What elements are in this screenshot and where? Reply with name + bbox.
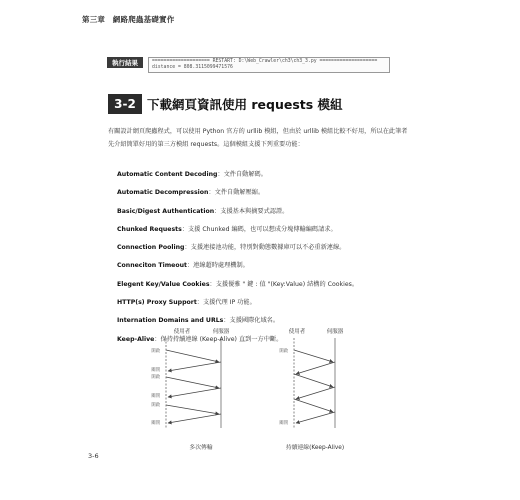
feature-desc: ：保持持續連線 (Keep-Alive) 直到一方中斷。 <box>154 335 283 343</box>
feature-name: Basic/Digest Authentication <box>117 207 215 215</box>
feature-desc: ：文件自動解壓縮。 <box>208 189 265 197</box>
feature-desc: ：連線超時處理機制。 <box>186 262 249 270</box>
left-server-label: 伺服器 <box>212 329 230 335</box>
feature-desc: ：支援國際化域名。 <box>223 317 280 325</box>
chapter-header: 第三章 網路爬蟲基礎實作 <box>82 15 175 24</box>
feature-desc: ：支援 Chunked 編碼，也可以想成分塊傳輸編碼請求。 <box>181 225 337 233</box>
feature-name: Automatic Content Decoding <box>117 171 218 178</box>
right-user-label: 使用者 <box>288 329 306 335</box>
left-msg: 關閉 <box>151 421 160 426</box>
left-arrows <box>166 350 221 423</box>
feature-desc: ：支援基本與摘要式認證。 <box>214 207 289 215</box>
result-label: 執行結果 <box>107 57 143 68</box>
left-msg: 開啟 <box>151 349 160 354</box>
left-msg: 關閉 <box>151 368 160 373</box>
section-title: 下載網頁資訊使用 requests 模組 <box>147 97 343 112</box>
console-line-1: ==================== RESTART: D:\Web_Crawler\ch3\ch3_3.py ==================== <box>152 59 378 64</box>
console-line-2: distance = 808.3115099471576 <box>152 65 233 71</box>
right-msg: 開啟 <box>279 349 288 354</box>
feature-name: Automatic Decompression <box>117 189 209 197</box>
right-msg: 關閉 <box>279 421 288 426</box>
left-msg: 開啟 <box>151 375 160 380</box>
right-caption: 持續連線(Keep-Alive) <box>285 445 345 451</box>
feature-desc: ：支援連接池功能，特別對動態數據庫可以不必重新連線。 <box>184 244 346 252</box>
left-caption: 多次傳輸 <box>189 445 213 451</box>
section-number: 3-2 <box>108 94 142 114</box>
left-msg: 開啟 <box>151 403 160 408</box>
page-number: 3-6 <box>88 452 99 460</box>
left-user-label: 使用者 <box>173 329 191 335</box>
feature-name: Chunked Requests <box>117 225 182 233</box>
feature-desc: ：支援代理 IP 功能。 <box>196 299 256 307</box>
right-arrows <box>294 350 335 423</box>
feature-name: Conneciton Timeout <box>117 262 187 270</box>
feature-name: Internation Domains and URLs <box>117 317 224 325</box>
left-msg: 關閉 <box>151 394 160 399</box>
feature-desc: ：支援優雅 " 鍵 : 值 "(Key:Value) 結構的 Cookies。 <box>209 280 359 288</box>
right-server-label: 伺服器 <box>326 329 344 335</box>
feature-desc: ：文件自動解碼。 <box>217 171 267 178</box>
feature-name: HTTP(s) Proxy Support <box>117 299 197 307</box>
feature-name: Elegent Key/Value Cookies <box>117 280 210 288</box>
intro-paragraph: 有關設計網頁爬蟲程式，可以使用 Python 官方的 urllib 模組，但由於 urllib 模組比較不好用，所以在此筆者先介紹簡單好用的第三方模組 requests。這個模組支援下列重要功能： <box>108 128 408 148</box>
feature-name: Keep-Alive <box>117 335 155 343</box>
feature-name: Connection Pooling <box>117 244 185 252</box>
